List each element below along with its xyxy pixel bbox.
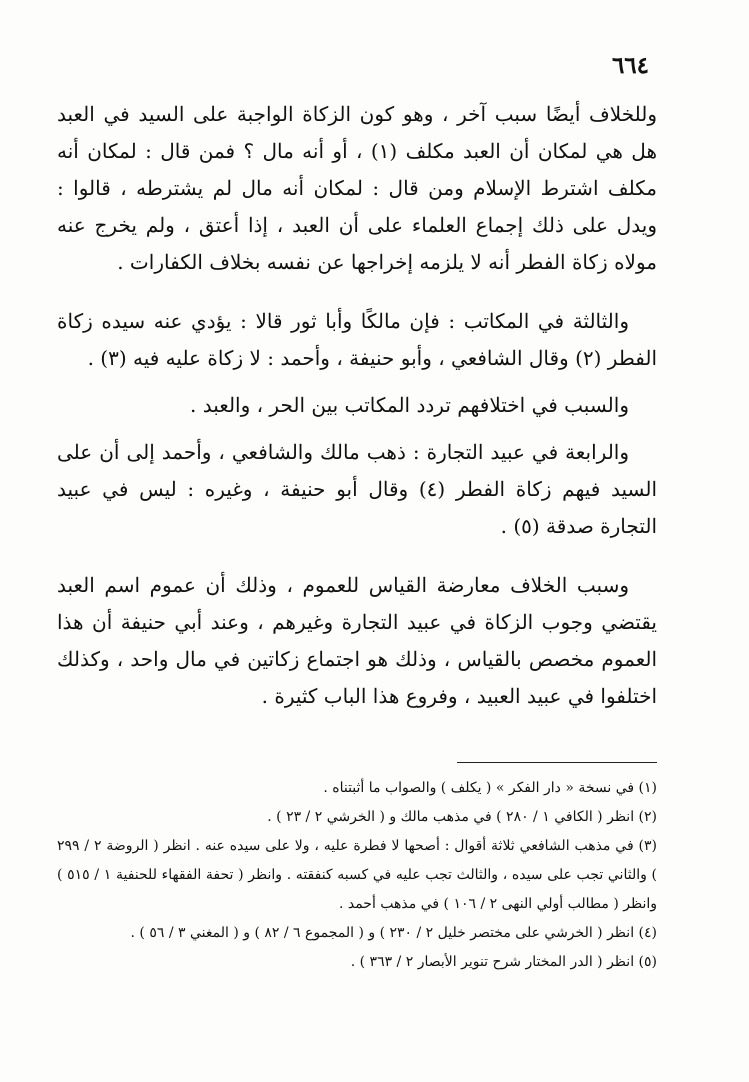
footnote-1: (١) في نسخة « دار الفكر » ( يكلف ) والصواب ما أثبتناه . [323,780,657,796]
paragraph-reason-qiyas: وسبب الخلاف معارضة القياس للعموم ، وذلك أن عموم اسم العبد يقتضي وجوب الزكاة في عبيد التجارة وغيرهم ، وعند أبي حنيفة أن هذا العموم مخصص بالقياس ، وذلك هو اجتماع زكاتين في مال واحد ، وكذلك اختلفوا في عبيد العبيد ، وفروع هذا الباب كثيرة . [57,573,657,708]
paragraph-fourth-trade-slaves: والرابعة في عبيد التجارة : ذهب مالك والشافعي ، وأحمد إلى أن على السيد فيهم زكاة الفطر (٤) وقال أبو حنيفة ، وغيره : ليس في عبيد التجارة صدقة (٥) . [57,440,658,538]
footnote-2: (٢) انظر ( الكافي ١ / ٢٨٠ ) في مذهب مالك و ( الخرشي ٢ / ٢٣ ) . [267,809,657,825]
page-number: ٦٦٤ [611,52,649,79]
footnotes [57,774,657,977]
paragraph-reason-mukatab: والسبب في اختلافهم تردد المكاتب بين الحر ، والعبد . [190,393,629,417]
paragraph-reason-other: وللخلاف أيضًا سبب آخر ، وهو كون الزكاة الواجبة على السيد في العبد هل هي لمكان أن العبد مكلف (١) ، أو أنه مال ؟ فمن قال : لمكان أنه مكلف اشترط الإسلام ومن قال : لمكان أنه مال لم يشترطه ، قالوا : ويدل على ذلك إجماع العلماء على أن العبد ، إذا أعتق ، ولم يخرج عنه مولاه زكاة الفطر أنه لا يلزمه إخراجها عن نفسه بخلاف الكفارات . [57,102,657,274]
main-text [57,96,657,725]
paragraph-third-mukatab: والثالثة في المكاتب : فإن مالكًا وأبا ثور قالا : يؤدي عنه سيده زكاة الفطر (٢) وقال الشافعي ، وأبو حنيفة ، وأحمد : لا زكاة عليه فيه (٣) . [57,309,657,370]
footnote-divider [457,762,657,763]
footnote-5: (٥) انظر ( الدر المختار شرح تنوير الأبصار ٢ / ٣٦٣ ) . [350,954,657,970]
footnote-4: (٤) انظر ( الخرشي على مختصر خليل ٢ / ٢٣٠ ) و ( المجموع ٦ / ٨٢ ) و ( المغني ٣ / ٥٦ ) . [130,925,657,941]
footnote-3: (٣) في مذهب الشافعي ثلاثة أقوال : أصحها لا فطرة عليه ، ولا على سيده عنه . انظر ( الروضة ٢ / ٢٩٩ ) والثاني تجب على سيده ، والثالث تجب عليه في كسبه كنفقته . وانظر ( تحفة الفقهاء للحنفية ١ / ٥١٥ ) وانظر ( مطالب أولي النهى ٢ / ١٠٦ ) في مذهب أحمد . [57,838,657,912]
